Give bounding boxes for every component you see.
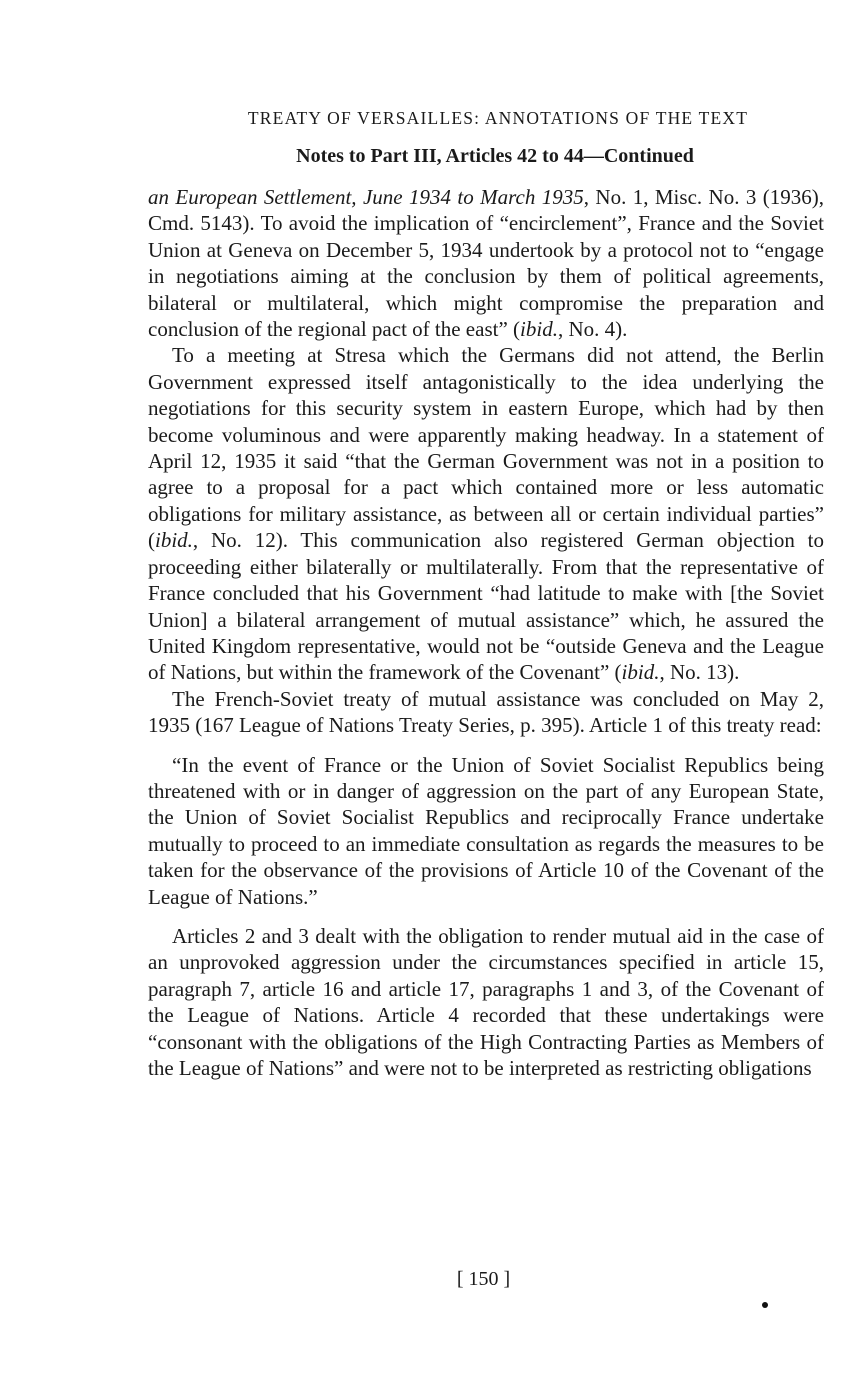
paragraph-text: , No. 13).: [659, 660, 740, 685]
ink-speck: [762, 1302, 768, 1308]
running-head: TREATY OF VERSAILLES: ANNOTATIONS OF THE TEXT: [247, 108, 749, 128]
paragraph-text: , No. 12). This communication also registered German objection to proceeding either bilaterally or multilaterally. From that the representative of France concluded that his Government “had latitude to make with [the Soviet Union] a bilateral arrangement of mutual assistance” which, he assured the United Kingdom representative, would not be “outside Geneva and the League of Nations, but within the framework of the Covenant” (: [148, 528, 824, 685]
paragraph-text: , No. 4).: [557, 317, 628, 342]
citation-title: an European Settlement, June 1934 to March 1935: [148, 185, 584, 209]
body-text: [148, 184, 824, 1081]
paragraph-stresa: [148, 342, 824, 685]
block-quote: “In the event of France or the Union of Soviet Socialist Republics being threatened with or in danger of aggression on the part of any European State, the Union of Soviet Socialist Republics and reciprocally France undertake mutually to proceed to an immediate consultation as regards the measures to be taken for the observance of the provisions of Article 10 of the Covenant of the League of Nations.”: [148, 752, 824, 909]
ibid-ref: ibid.: [155, 528, 193, 553]
paragraph-treaty: The French-Soviet treaty of mutual assistance was concluded on May 2, 1935 (167 League of Nations Treaty Series, p. 395). Article 1 of this treaty read:: [148, 686, 824, 738]
paragraph-text: , No. 1, Misc. No. 3 (1936), Cmd. 5143). To avoid the implication of “encirclement”, France and the Soviet Union at Geneva on December 5, 1934 undertook by a protocol not to “engage in negotiations aiming at the conclusion by them of political agreements, bilateral or multilateral, which might compromise the preparation and conclusion of the regional pact of the east” (: [148, 185, 824, 342]
document-page: [148, 108, 824, 1081]
page-number: [ 150 ]: [456, 1268, 511, 1290]
ibid-ref: ibid.: [621, 660, 660, 685]
ibid-ref: ibid.: [520, 317, 558, 342]
section-subhead: Notes to Part III, Articles 42 to 44—Continued: [296, 145, 694, 167]
paragraph-text: To a meeting at Stresa which the Germans did not attend, the Berlin Government expressed itself antagonistically to the idea underlying the negotiations for this security system in eastern Europe, which had by then become voluminous and were apparently making headway. In a statement of April 12, 1935 it said “that the German Government was not in a position to agree to a proposal for a pact which contained more or less automatic obligations for military assistance, as between all or certain individual parties” (: [148, 343, 824, 553]
paragraph-continued: [148, 184, 824, 342]
paragraph-articles: Articles 2 and 3 dealt with the obligation to render mutual aid in the case of an unprovoked aggression under the circumstances specified in article 15, paragraph 7, article 16 and article 17, paragraphs 1 and 3, of the Covenant of the League of Nations. Article 4 recorded that these undertakings were “consonant with the obligations of the High Contracting Parties as Members of the League of Nations” and were not to be interpreted as restricting obligations: [148, 923, 824, 1080]
